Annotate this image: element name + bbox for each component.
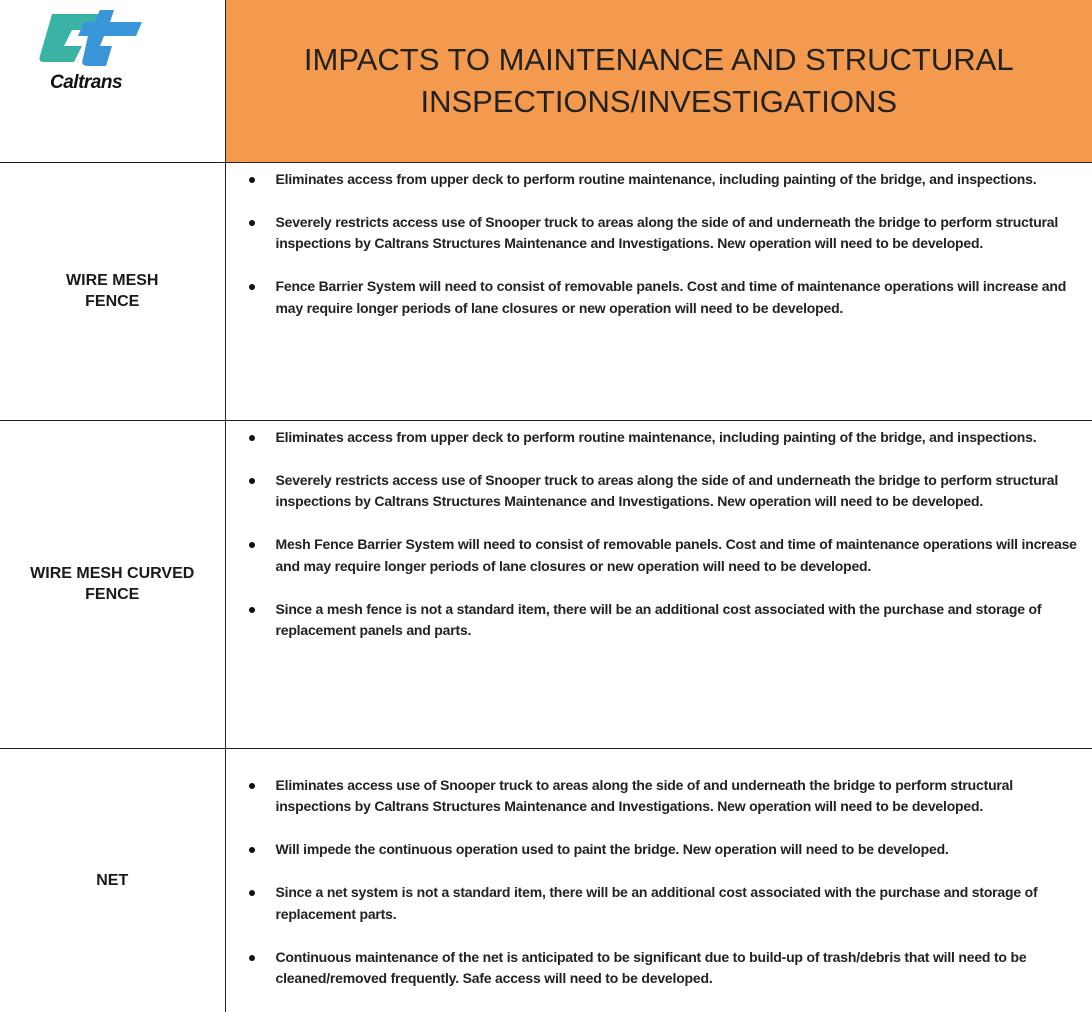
bullet-text: Fence Barrier System will need to consist of removable panels. Cost and time of maintenance operations will increase and may require longer periods of lane closures or new operation will need to be developed.: [275, 278, 1067, 316]
bullet-item: [276, 775, 1083, 818]
bullet-item: [276, 839, 1083, 861]
bullet-list: [226, 163, 1092, 320]
bullet-text: Severely restricts access use of Snooper truck to areas along the side of and underneath the bridge to perform structural inspections by Caltrans Structures Maintenance and Investigations. New operation will need to be developed.: [275, 471, 1059, 509]
bullet-icon: [249, 607, 255, 613]
page-title: IMPACTS TO MAINTENANCE AND STRUCTURAL INSPECTIONS/INVESTIGATIONS: [225, 0, 1092, 162]
logo-wordmark: Caltrans: [50, 72, 123, 93]
bullet-list: [226, 421, 1092, 642]
bullet-text: Eliminates access from upper deck to perform routine maintenance, including painting of the bridge, and inspections.: [275, 170, 1037, 187]
bullet-icon: [249, 890, 255, 896]
bullet-item: [276, 470, 1083, 513]
row-label: [0, 748, 225, 1012]
bullet-icon: [249, 783, 255, 789]
row-label: [0, 162, 225, 420]
row-impacts: [225, 162, 1092, 420]
row-label-text: WIRE MESH FENCE: [66, 272, 159, 310]
bullet-item: [276, 212, 1083, 255]
row-label-text: WIRE MESH CURVED FENCE: [30, 565, 195, 603]
bullet-text: Since a net system is not a standard item, there will be an additional cost associated with the purchase and storage of replacement parts.: [275, 884, 1038, 922]
bullet-icon: [249, 955, 255, 961]
table-row: [0, 420, 1092, 748]
row-impacts: [225, 420, 1092, 748]
bullet-item: [276, 534, 1083, 577]
bullet-item: [276, 276, 1083, 319]
bullet-text: Eliminates access use of Snooper truck to areas along the side of and underneath the bridge to perform structural inspections by Caltrans Structures Maintenance and Investigations. New operation will need to be developed.: [275, 776, 1013, 814]
logo-cell: [0, 0, 225, 162]
bullet-item: [276, 882, 1083, 925]
row-label: [0, 420, 225, 748]
bullet-icon: [249, 478, 255, 484]
bullet-icon: [249, 847, 255, 853]
bullet-item: [276, 169, 1083, 191]
caltrans-logo-icon: [38, 6, 148, 72]
bullet-icon: [249, 220, 255, 226]
bullet-item: [276, 599, 1083, 642]
bullet-icon: [249, 542, 255, 548]
bullet-list: [226, 769, 1092, 990]
bullet-icon: [249, 284, 255, 290]
bullet-text: Mesh Fence Barrier System will need to consist of removable panels. Cost and time of maintenance operations will increase and may require longer periods of lane closures or new operation will need to be developed.: [275, 536, 1077, 574]
bullet-text: Continuous maintenance of the net is anticipated to be significant due to build-up of trash/debris that will need to be cleaned/removed frequently. Safe access will need to be developed.: [275, 948, 1027, 986]
header-row: [0, 0, 1092, 162]
table-row: [0, 162, 1092, 420]
table-row: [0, 748, 1092, 1012]
bullet-item: [276, 427, 1083, 449]
bullet-icon: [249, 435, 255, 441]
row-impacts: [225, 748, 1092, 1012]
bullet-item: [276, 947, 1083, 990]
bullet-text: Will impede the continuous operation used to paint the bridge. New operation will need to be developed.: [275, 841, 949, 857]
row-label-text: NET: [96, 871, 129, 889]
bullet-text: Since a mesh fence is not a standard item, there will be an additional cost associated with the purchase and storage of replacement panels and parts.: [275, 600, 1042, 638]
bullet-text: Eliminates access from upper deck to perform routine maintenance, including painting of the bridge, and inspections.: [275, 428, 1037, 445]
bullet-icon: [249, 177, 255, 183]
bullet-text: Severely restricts access use of Snooper truck to areas along the side of and underneath the bridge to perform structural inspections by Caltrans Structures Maintenance and Investigations. New operation will need to be developed.: [275, 213, 1059, 251]
